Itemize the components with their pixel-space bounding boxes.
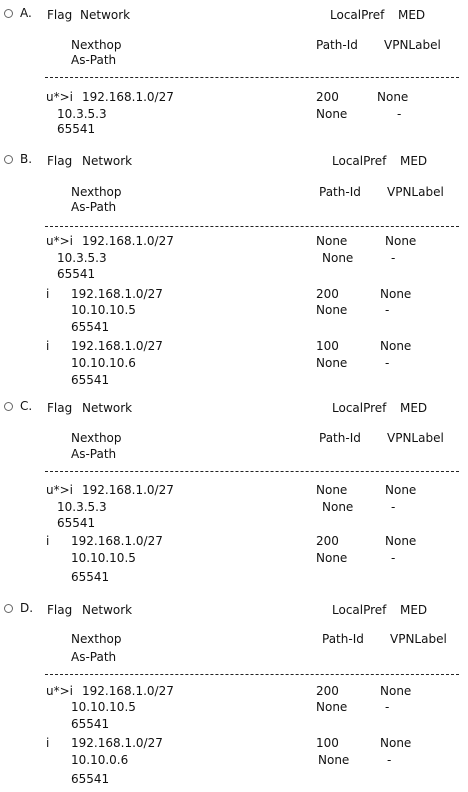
header-localpref: LocalPref xyxy=(332,603,387,617)
header-network: Network xyxy=(82,603,133,617)
route-med: None xyxy=(380,339,412,353)
header-nexthop: Nexthop xyxy=(71,185,122,199)
route-flag: i xyxy=(46,534,50,548)
route-aspath: 65541 xyxy=(71,772,110,786)
route-pathid: None xyxy=(316,303,348,317)
header-vpnlabel: VPNLabel xyxy=(390,632,447,646)
route-localpref: None xyxy=(316,483,348,497)
route-vpnlabel: - xyxy=(387,753,392,767)
route-nexthop: 10.10.0.6 xyxy=(71,753,129,767)
header-vpnlabel: VPNLabel xyxy=(387,431,444,445)
option-letter: D. xyxy=(20,601,34,615)
route-pathid: None xyxy=(316,107,348,121)
header-vpnlabel: VPNLabel xyxy=(387,185,444,199)
route-med: None xyxy=(385,234,417,248)
radio-button-c[interactable] xyxy=(4,402,13,411)
route-localpref: 100 xyxy=(316,339,339,353)
route-vpnlabel: - xyxy=(391,551,396,565)
header-flag: Flag xyxy=(47,401,73,415)
route-med: None xyxy=(385,483,417,497)
route-nexthop: 10.10.10.6 xyxy=(71,356,136,370)
route-network: 192.168.1.0/27 xyxy=(82,90,174,104)
header-nexthop: Nexthop xyxy=(71,431,122,445)
route-flag: u*>i xyxy=(46,483,73,497)
route-med: None xyxy=(380,287,412,301)
header-flag: Flag xyxy=(47,8,73,22)
option-letter: B. xyxy=(20,152,33,166)
header-vpnlabel: VPNLabel xyxy=(384,38,441,52)
route-aspath: 65541 xyxy=(71,320,110,334)
route-med: None xyxy=(385,534,417,548)
route-aspath: 65541 xyxy=(71,373,110,387)
dashed-divider xyxy=(45,471,459,472)
route-pathid: None xyxy=(322,500,354,514)
header-aspath: As-Path xyxy=(71,650,117,664)
route-localpref: 200 xyxy=(316,90,339,104)
route-aspath: 65541 xyxy=(57,122,96,136)
route-localpref: 200 xyxy=(316,287,339,301)
header-med: MED xyxy=(400,154,428,168)
header-pathid: Path-Id xyxy=(319,431,361,445)
header-med: MED xyxy=(400,603,428,617)
route-flag: i xyxy=(46,736,50,750)
route-nexthop: 10.3.5.3 xyxy=(57,500,107,514)
radio-button-a[interactable] xyxy=(4,9,13,18)
header-med: MED xyxy=(400,401,428,415)
header-localpref: LocalPref xyxy=(330,8,385,22)
route-aspath: 65541 xyxy=(57,267,96,281)
dashed-divider xyxy=(45,674,459,675)
route-med: None xyxy=(377,90,409,104)
header-localpref: LocalPref xyxy=(332,401,387,415)
route-localpref: 200 xyxy=(316,684,339,698)
route-pathid: None xyxy=(316,551,348,565)
route-network: 192.168.1.0/27 xyxy=(71,534,163,548)
header-localpref: LocalPref xyxy=(332,154,387,168)
dashed-divider xyxy=(45,77,459,78)
route-network: 192.168.1.0/27 xyxy=(71,736,163,750)
header-pathid: Path-Id xyxy=(322,632,364,646)
route-flag: u*>i xyxy=(46,90,73,104)
route-pathid: None xyxy=(322,251,354,265)
route-nexthop: 10.10.10.5 xyxy=(71,303,136,317)
route-nexthop: 10.10.10.5 xyxy=(71,551,136,565)
route-flag: u*>i xyxy=(46,684,73,698)
route-localpref: 100 xyxy=(316,736,339,750)
radio-button-d[interactable] xyxy=(4,604,13,613)
route-vpnlabel: - xyxy=(385,356,390,370)
route-vpnlabel: - xyxy=(391,500,396,514)
route-flag: i xyxy=(46,287,50,301)
route-flag: i xyxy=(46,339,50,353)
route-aspath: 65541 xyxy=(71,570,110,584)
header-network: Network xyxy=(80,8,131,22)
option-letter: A. xyxy=(20,6,32,20)
header-aspath: As-Path xyxy=(71,200,117,214)
route-vpnlabel: - xyxy=(385,700,390,714)
route-vpnlabel: - xyxy=(397,107,402,121)
route-pathid: None xyxy=(316,700,348,714)
route-med: None xyxy=(380,684,412,698)
route-flag: u*>i xyxy=(46,234,73,248)
header-pathid: Path-Id xyxy=(316,38,358,52)
header-flag: Flag xyxy=(47,603,73,617)
route-localpref: 200 xyxy=(316,534,339,548)
route-vpnlabel: - xyxy=(385,303,390,317)
header-aspath: As-Path xyxy=(71,447,117,461)
route-nexthop: 10.3.5.3 xyxy=(57,251,107,265)
route-aspath: 65541 xyxy=(71,717,110,731)
header-nexthop: Nexthop xyxy=(71,632,122,646)
route-nexthop: 10.10.10.5 xyxy=(71,700,136,714)
option-letter: C. xyxy=(20,399,33,413)
route-network: 192.168.1.0/27 xyxy=(82,684,174,698)
route-network: 192.168.1.0/27 xyxy=(71,339,163,353)
header-network: Network xyxy=(82,154,133,168)
route-aspath: 65541 xyxy=(57,516,96,530)
header-aspath: As-Path xyxy=(71,53,117,67)
radio-button-b[interactable] xyxy=(4,155,13,164)
route-vpnlabel: - xyxy=(391,251,396,265)
header-pathid: Path-Id xyxy=(319,185,361,199)
route-network: 192.168.1.0/27 xyxy=(82,234,174,248)
header-flag: Flag xyxy=(47,154,73,168)
route-pathid: None xyxy=(316,356,348,370)
route-nexthop: 10.3.5.3 xyxy=(57,107,107,121)
header-network: Network xyxy=(82,401,133,415)
route-localpref: None xyxy=(316,234,348,248)
dashed-divider xyxy=(45,226,459,227)
header-med: MED xyxy=(398,8,426,22)
route-network: 192.168.1.0/27 xyxy=(71,287,163,301)
route-med: None xyxy=(380,736,412,750)
route-pathid: None xyxy=(318,753,350,767)
header-nexthop: Nexthop xyxy=(71,38,122,52)
route-network: 192.168.1.0/27 xyxy=(82,483,174,497)
